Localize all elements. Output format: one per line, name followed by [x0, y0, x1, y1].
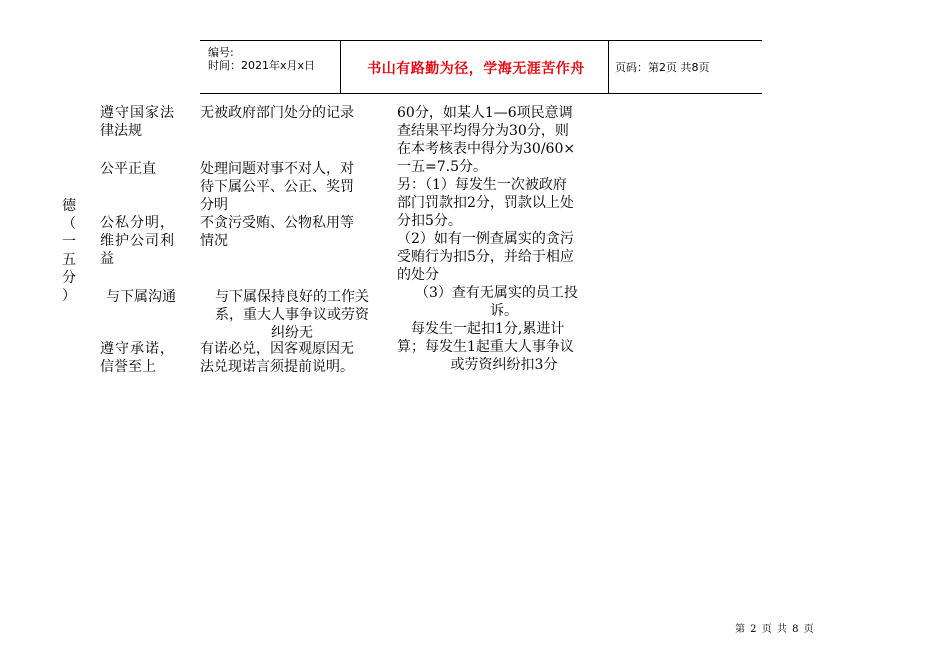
item-name: [100, 160, 156, 178]
scoring-line: 另：（1）每发生一次被政府: [397, 177, 567, 193]
scoring-line: 部门罚款扣2分，罚款以上处: [397, 195, 574, 211]
item-line: 与下属沟通: [106, 289, 176, 305]
category-char: 一: [62, 234, 76, 250]
criteria-line: 无被政府部门处分的记录: [200, 105, 354, 121]
item-line: 遵守国家法: [100, 105, 175, 121]
scoring-line: 分扣5分。: [397, 213, 462, 229]
scoring-line: 查结果平均得分为30分，则: [397, 123, 569, 139]
page-footer: 第 2 页 共 8 页: [735, 624, 815, 635]
scoring-line: 的处分: [397, 267, 439, 283]
criteria-line: 有诺必兑，因客观原因无: [200, 341, 354, 357]
header-motto: 书山有路勤为径，学海无涯苦作舟: [367, 61, 585, 77]
category-char: 分: [62, 270, 76, 286]
scoring-line: 在本考核表中得分为30/60×: [397, 141, 576, 157]
item-line: 公平正直: [100, 161, 156, 177]
scoring-rules: [397, 104, 611, 374]
category-label: [62, 197, 76, 305]
item-line: 益: [100, 251, 114, 267]
header-divider: [608, 41, 609, 93]
scoring-line: 60分，如某人1—6项民意调: [397, 105, 573, 121]
category-char: 德: [62, 198, 76, 214]
scoring-line: 每发生一起扣1分,累进计: [411, 321, 565, 337]
scoring-line: 或劳资纠纷扣3分: [450, 357, 558, 373]
header-page-info: 页码：第2页 共8页: [615, 61, 710, 74]
item-line: 信誉至上: [100, 359, 156, 375]
item-name: [100, 340, 175, 376]
document-time: 时间：2021年x月x日: [208, 59, 316, 72]
criteria-line: 纠纷无: [271, 325, 313, 341]
criteria-line: 分明: [200, 197, 228, 213]
header-divider: [340, 41, 341, 93]
item-criteria: [200, 214, 354, 250]
item-name: [100, 214, 175, 268]
item-line: 遵守承诺，: [100, 341, 175, 357]
page-header: [200, 40, 762, 94]
category-char: 五: [62, 252, 76, 268]
item-criteria: [200, 104, 354, 122]
item-name: [100, 104, 175, 140]
document-code-label: 编号:: [208, 46, 234, 59]
criteria-line: 与下属保持良好的工作关: [215, 289, 369, 305]
item-name: [106, 288, 176, 306]
scoring-line: （3）查有无属实的员工投: [415, 285, 578, 301]
criteria-line: 系，重大人事争议或劳资: [215, 307, 369, 323]
scoring-line: 诉。: [490, 303, 518, 319]
item-criteria: [200, 288, 384, 342]
scoring-line: 受贿行为扣5分，并给于相应: [397, 249, 574, 265]
item-line: 律法规: [100, 123, 142, 139]
scoring-line: 一五=7.5分。: [397, 159, 487, 175]
item-line: 公私分明，: [100, 215, 175, 231]
criteria-line: 待下属公平、公正、奖罚: [200, 179, 354, 195]
scoring-line: （2）如有一例查属实的贪污: [397, 231, 574, 247]
criteria-line: 法兑现诺言须提前说明。: [200, 359, 354, 375]
item-line: 维护公司利: [100, 233, 175, 249]
scoring-line: 算；每发生1起重大人事争议: [397, 339, 574, 355]
category-char: （: [62, 216, 76, 232]
criteria-line: 不贪污受贿、公物私用等: [200, 215, 354, 231]
item-criteria: [200, 340, 354, 376]
item-criteria: [200, 160, 354, 214]
criteria-line: 处理问题对事不对人，对: [200, 161, 354, 177]
category-char: ）: [62, 288, 76, 304]
criteria-line: 情况: [200, 233, 228, 249]
